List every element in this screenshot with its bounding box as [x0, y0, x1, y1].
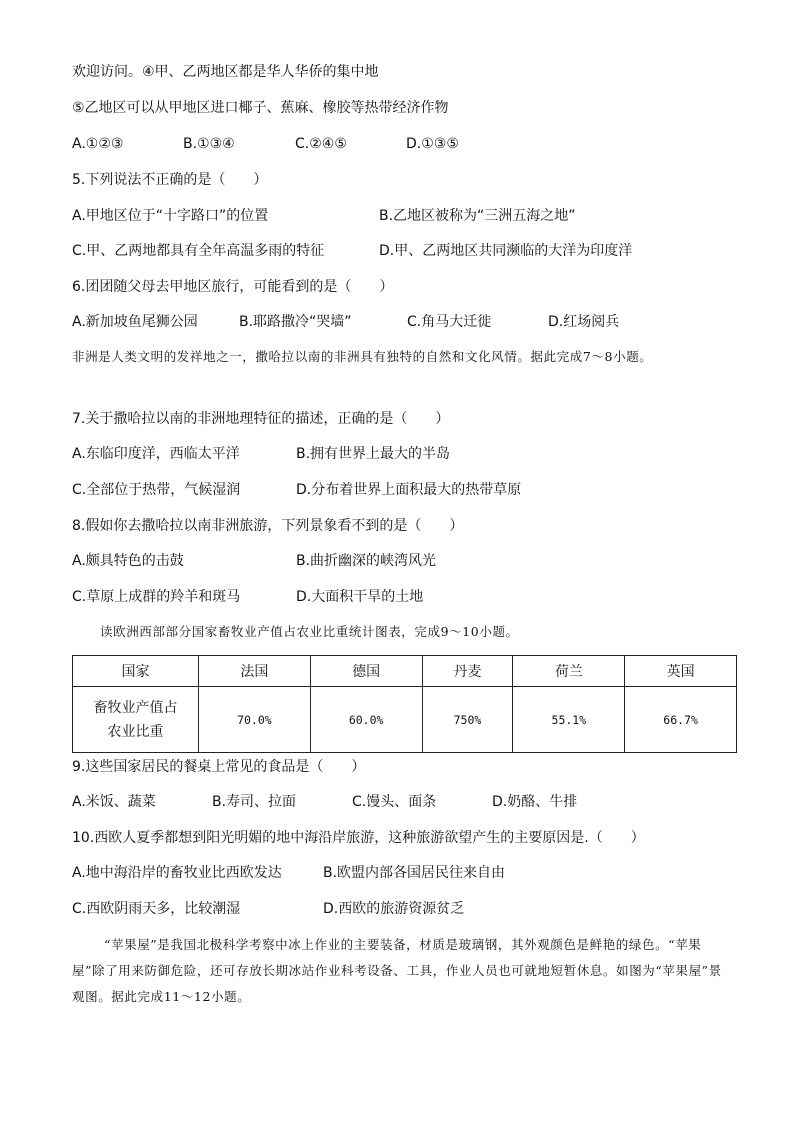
- header-label: 国家: [73, 656, 199, 687]
- q4-option-c: C.②④⑤: [295, 136, 347, 152]
- value-cell: 750%: [422, 687, 513, 753]
- q5-option-b: B.乙地区被称为“三洲五海之地”: [379, 208, 576, 224]
- q7-option-a: A.东临印度洋，西临太平洋: [72, 446, 240, 462]
- header-country: 德国: [310, 656, 422, 687]
- header-country: 英国: [625, 656, 737, 687]
- question-5: 5.下列说法不正确的是（ ）: [72, 172, 268, 188]
- q8-option-c: C.草原上成群的羚羊和斑马: [72, 589, 241, 605]
- question-7: 7.关于撒哈拉以南的非洲地理特征的描述，正确的是（ ）: [72, 411, 450, 427]
- q8-option-a: A.颇具特色的击鼓: [72, 553, 184, 569]
- q4-option-b: B.①③④: [183, 136, 235, 152]
- q6-option-d: D.红场阅兵: [548, 314, 620, 330]
- q6-option-c: C.角马大迁徙: [407, 314, 492, 330]
- q9-option-a: A.米饭、蔬菜: [72, 794, 156, 810]
- apple-house-passage: “苹果屋”是我国北极科学考察中冰上作业的主要装备，材质是玻璃钢，其外观颜色是鲜艳的绿色。“苹果屋”除了用来防御危险，还可存放长期冰站作业科考设备、工具，作业人员也可就地短暂休息。如图为“苹果屋”景观图。据此完成11～12小题。: [72, 937, 722, 1004]
- question-10: 10.西欧人夏季都想到阳光明媚的地中海沿岸旅游，这种旅游欲望产生的主要原因是.（ ）: [72, 830, 645, 846]
- value-cell: 60.0%: [310, 687, 422, 753]
- table-header-row: [73, 656, 737, 687]
- question-6: 6.团团随父母去甲地区旅行，可能看到的是（ ）: [72, 279, 394, 295]
- table-intro: 读欧洲西部部分国家畜牧业产值占农业比重统计图表，完成9～10小题。: [100, 624, 519, 639]
- q10-option-d: D.西欧的旅游资源贫乏: [323, 901, 465, 917]
- q7-option-c: C.全部位于热带，气候湿润: [72, 482, 241, 498]
- q4-option-a: A.①②③: [72, 136, 124, 152]
- q5-option-a: A.甲地区位于“十字路口”的位置: [72, 208, 269, 224]
- q9-option-c: C.馒头、面条: [352, 794, 437, 810]
- header-country: 丹麦: [422, 656, 513, 687]
- header-country: 法国: [199, 656, 311, 687]
- q10-option-a: A.地中海沿岸的畜牧业比西欧发达: [72, 865, 282, 881]
- q4-option-d: D.①③⑤: [406, 136, 459, 152]
- value-cell: 70.0%: [199, 687, 311, 753]
- value-cell: 55.1%: [513, 687, 625, 753]
- africa-passage: 非洲是人类文明的发祥地之一，撒哈拉以南的非洲具有独特的自然和文化风情。据此完成7～8小题。: [72, 349, 653, 364]
- q9-option-b: B.寿司、拉面: [212, 794, 297, 810]
- q6-option-a: A.新加坡鱼尾狮公园: [72, 314, 198, 330]
- q6-option-b: B.耶路撒冷“哭墙”: [239, 314, 352, 330]
- value-cell: 66.7%: [625, 687, 737, 753]
- q7-option-b: B.拥有世界上最大的半岛: [296, 446, 451, 462]
- livestock-table: [72, 655, 737, 753]
- q5-option-d: D.甲、乙两地区共同濒临的大洋为印度洋: [379, 243, 633, 259]
- q8-option-b: B.曲折幽深的峡湾风光: [296, 553, 437, 569]
- statement-4: 欢迎访问。④甲、乙两地区都是华人华侨的集中地: [72, 64, 379, 80]
- statement-5: ⑤乙地区可以从甲地区进口椰子、蕉麻、橡胶等热带经济作物: [72, 100, 449, 116]
- header-country: 荷兰: [513, 656, 625, 687]
- q10-option-b: B.欧盟内部各国居民往来自由: [323, 865, 506, 881]
- q8-option-d: D.大面积干旱的土地: [296, 589, 424, 605]
- question-9: 9.这些国家居民的餐桌上常见的食品是（ ）: [72, 759, 366, 775]
- table-value-row: [73, 687, 737, 753]
- row-label: 畜牧业产值占农业比重: [73, 687, 199, 753]
- question-8: 8.假如你去撒哈拉以南非洲旅游，下列景象看不到的是（ ）: [72, 518, 464, 534]
- q7-option-d: D.分布着世界上面积最大的热带草原: [296, 482, 522, 498]
- q9-option-d: D.奶酪、牛排: [492, 794, 578, 810]
- q5-option-c: C.甲、乙两地都具有全年高温多雨的特征: [72, 243, 325, 259]
- q10-option-c: C.西欧阴雨天多，比较潮湿: [72, 901, 241, 917]
